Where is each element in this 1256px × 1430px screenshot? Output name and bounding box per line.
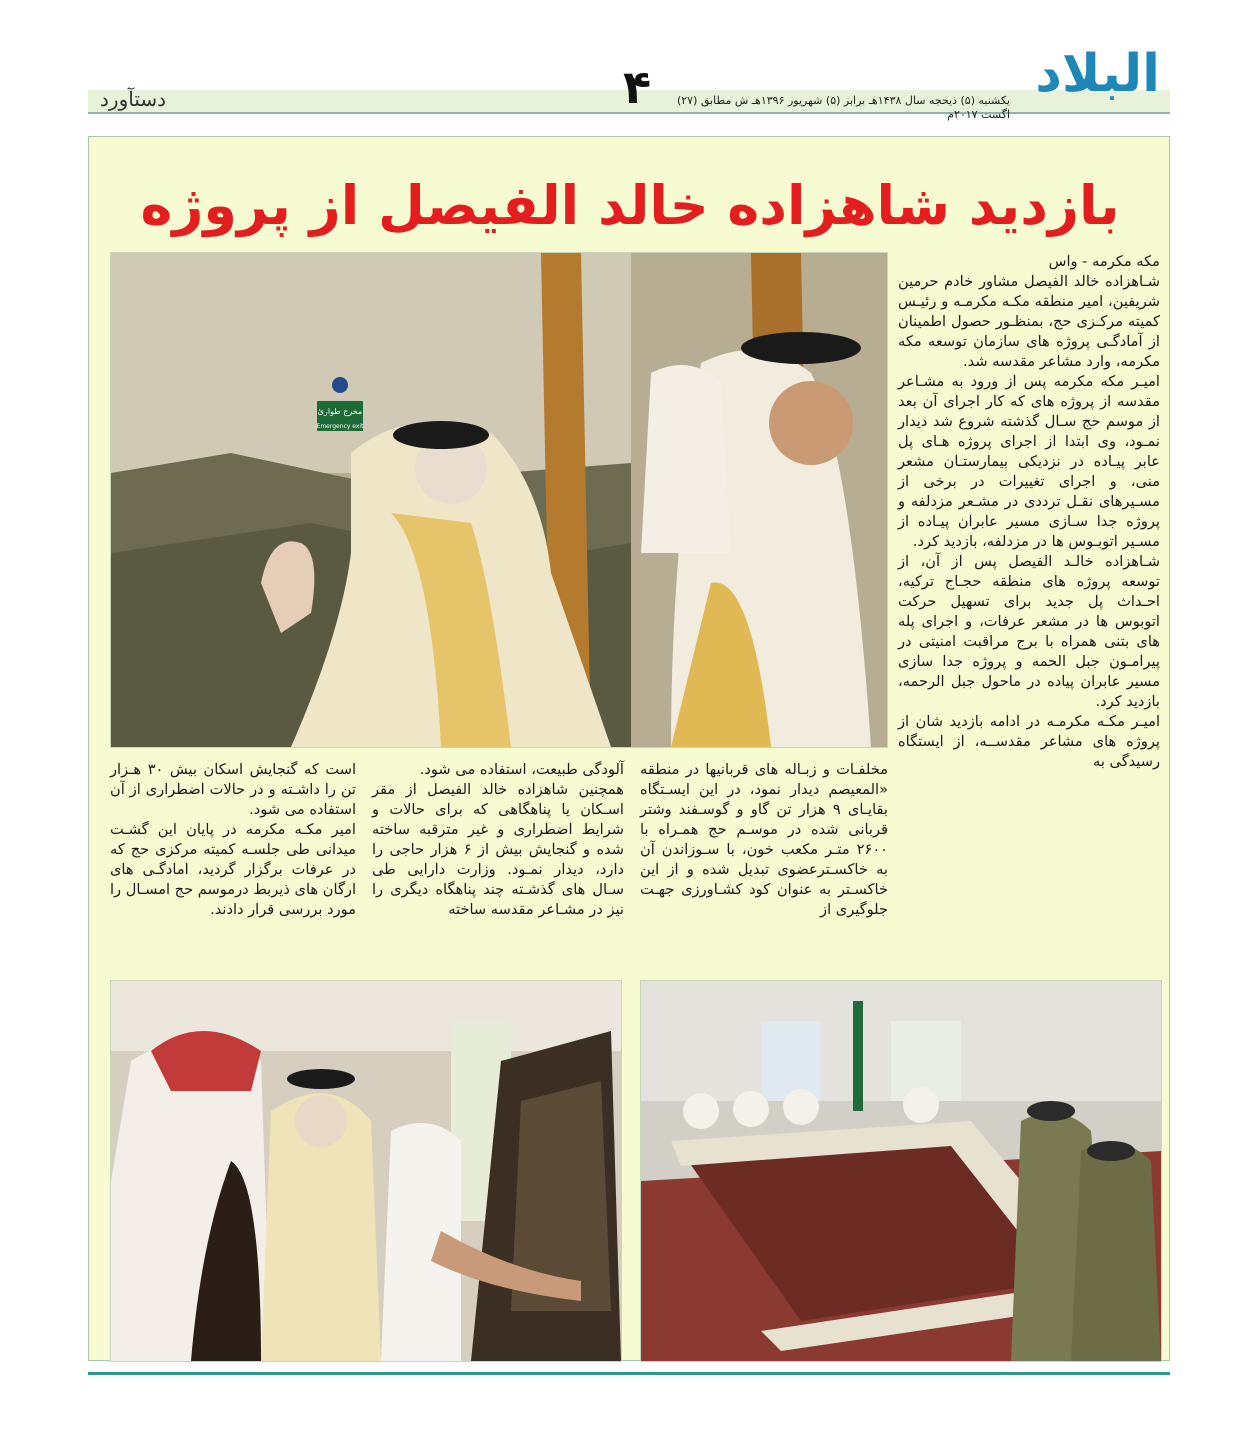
- article-column-2: [640, 760, 888, 920]
- article-column-1: [898, 252, 1160, 772]
- footer-rule: [88, 1372, 1170, 1375]
- article-headline: بازدید شاهزاده خالد الفیصل از پروژه: [140, 174, 1120, 237]
- issue-dateline: یکشنبه (۵) ذیحجه سال ۱۴۳۸هـ برابر (۵) شهریور ۱۳۹۶هـ ش مطابق (۲۷) اگست ۲۰۱۷م: [676, 94, 1010, 121]
- newspaper-logo[interactable]: البلاد: [1035, 44, 1160, 104]
- article-column-4: [110, 760, 356, 920]
- photo-committee-meeting-drawing: [641, 981, 1161, 1361]
- photo-committee-meeting: [640, 980, 1162, 1362]
- col3-para-1: آلودگی طبیعت، استفاده می شود.: [419, 761, 624, 778]
- page-number: ۴: [622, 60, 652, 114]
- col1-para-4: امیـر مکـه مکرمـه در ادامه بازدید شان از پروژه های مشاعر مقدســه، از ایستگاه رسیدگی به: [898, 713, 1160, 770]
- col3-para-2: همچنین شاهزاده خالد الفیصل از مقر اسـکان یا پناهگاهی که برای حالات و شرایط اضطراری و غیر مترقبه ساخته شده و گنجایش بیش از ۶ هزار حاجی را دارد، دیدار نمـود. وزارت دارایی طی سـال های گذشـته چند پناهگاه دیگری را نیز در مشـاعر مقدسه ساخته: [372, 781, 624, 918]
- section-title: دستآورد: [100, 87, 167, 111]
- photo-project-briefing-drawing: [111, 981, 621, 1361]
- col4-para-1: است که گنجایش اسکان بیش ۳۰ هـزار تن را داشـته و در حالات اضطراری از آن استفاده می شود.: [110, 761, 357, 818]
- photo-prince-in-bus-drawing: [111, 253, 887, 747]
- col1-para-1: شـاهزاده خالد الفیصل مشاور خادم حرمین شریفین، امیر منطقه مکـه مکرمـه و رئیـس کمیته مرکـزی حج، بمنظـور حصول اطمینان از آمادگـی پروژه های سازمان توسعه مکه مکرمه، وارد مشاعر مقدسه شد.: [898, 273, 1160, 370]
- col2-para-1: مخلفـات و زبـاله های قربانیها در منطقه «المعیصم دیدار نمود، در این ایسـتگاه بقایـای ۹ هزار تن گاو و گوسـفند وشتر قربانی شده در موسـم حج همـراه با ۲۶۰۰ متـر مکعب خون، با سـوزاندن آن به خاکسـترعضوی تبدیل شده و از این خاکسـتر به عنوان کود کشـاورزی جهـت جلوگیری از: [640, 761, 888, 918]
- emergency-sign-arabic: مخرج طوارئ: [317, 407, 363, 416]
- col1-para-3: شـاهزاده خالـد الفیصل پس از آن، از توسعه پروژه های منطقه حجـاج ترکیه، احـداث پل جدید برای تسهیل حرکت اتوبوس ها در مشعر عرفات، و اجرای پله های بتنی همراه با برج مراقبت امنیتی در پیرامـون جبل الحمه و پروژه جدا سازی مسیر عابران پیاده در ماحول جبل الرحمه، بازدید کرد.: [898, 553, 1160, 710]
- col4-para-2: امیر مکـه مکرمه در پایان این گشـت میدانی طی جلسـه کمیته مرکزی حج که در عرفات برگزار گردید، امادگـی های ارگان های ذیربط درموسم حج امسـال را مورد بررسی قرار دادند.: [110, 821, 356, 918]
- photo-prince-in-bus: [110, 252, 888, 748]
- article-column-3: [372, 760, 624, 920]
- photo-project-briefing: [110, 980, 622, 1362]
- col1-para-2: امیـر مکه مکرمه پس از ورود به مشـاعر مقدسه از پروژه های که کار اجرای آن بعد از موسم حج سـال گذشته شروع شد دیدار نمـود، وی ابتدا از اجرای پروژه هـای پل عابر پیـاده در نزدیکی بیمارستـان مشعر منی، و اجرای تغییرات در برخی از مسـیرهای نقـل ترددی در مشـعر مزدلفه و پروژه جدا سـازی مسیر عابران پیـاده از مسـیر اتوبـوس ها در مزدلفه، بازدید کرد.: [898, 373, 1160, 550]
- emergency-sign-english: Emergency exit: [316, 423, 364, 430]
- article-dateline: مکه مکرمه - واس: [1048, 253, 1160, 270]
